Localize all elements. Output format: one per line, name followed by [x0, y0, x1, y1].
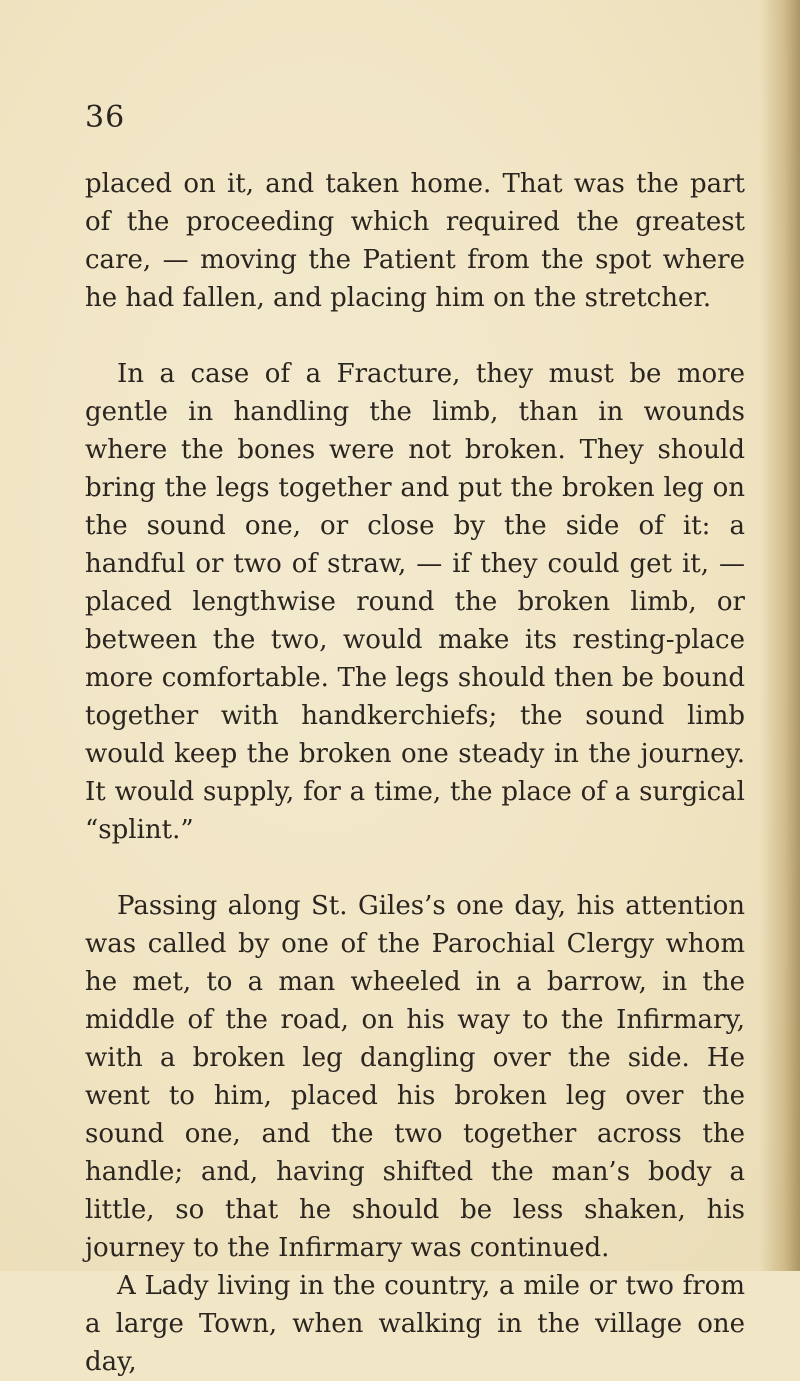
- page-number: 36: [85, 100, 126, 135]
- paragraph-lady: A Lady living in the country, a mile or two from a large Town, when walking in the village one day,: [85, 1271, 745, 1377]
- body-text: [85, 165, 745, 1381]
- paragraph-st-giles: Passing along St. Giles’s one day, his attention was called by one of the Parochial Clergy whom he met, to a man wheeled in a barrow, in the middle of the road, on his way to the Infirmary, with a broken leg dangling over the side. He went to him, placed his broken leg over the sound one, and the two together across the handle; and, having shifted the man’s body a little, so that he should be less shaken, his journey to the Infirmary was continued.: [85, 891, 745, 1263]
- paragraph-fracture: In a case of a Fracture, they must be more gentle in handling the limb, than in wounds where the bones were not broken. They should bring the legs together and put the broken leg on the sound one, or close by the side of it: a handful or two of straw, — if they could get it, — placed lengthwise round the broken limb, or between the two, would make its resting-place more comfortable. The legs should then be bound together with handkerchiefs; the sound limb would keep the broken one steady in the journey. It would supply, for a time, the place of a surgical “splint.”: [85, 359, 745, 845]
- page-edge-shadow: [760, 0, 800, 1271]
- paragraph-continuation: placed on it, and taken home. That was the part of the proceeding which required the greatest care, — moving the Patient from the spot where he had fallen, and placing him on the stretcher.: [85, 169, 745, 313]
